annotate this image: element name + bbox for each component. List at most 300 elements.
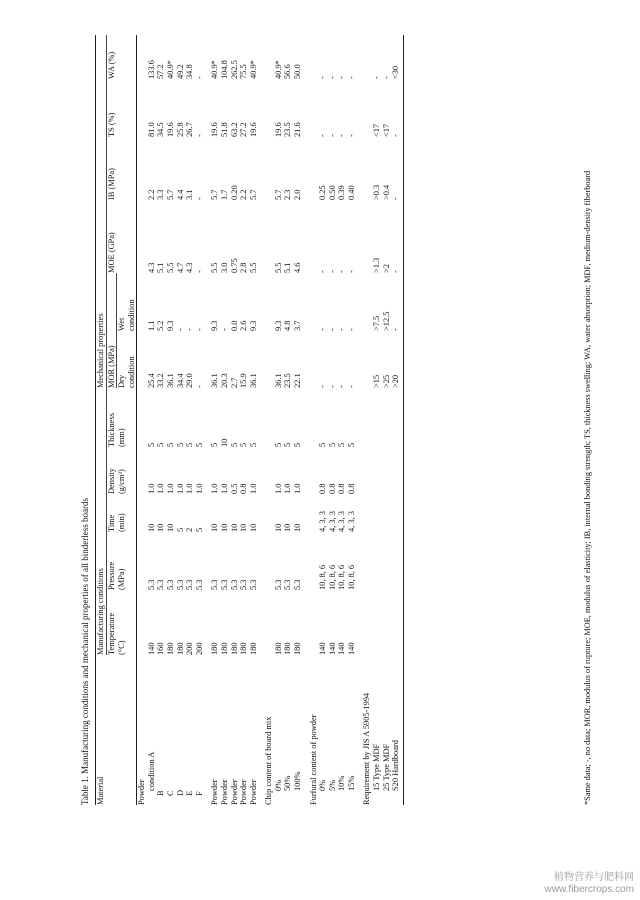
cell-ib: 2.0 bbox=[292, 189, 302, 200]
cell-wa: 262.5 bbox=[229, 60, 239, 79]
header-thickness: Thickness bbox=[106, 413, 116, 447]
cell-press: 5.3 bbox=[292, 579, 302, 590]
table-row bbox=[210, 35, 220, 805]
cell-time: 4, 3, 3 bbox=[318, 511, 328, 532]
material-cell: 5% bbox=[327, 779, 337, 791]
table-row bbox=[230, 35, 240, 805]
cell-ib: 0.20 bbox=[229, 185, 239, 200]
cell-dry: 15.9 bbox=[239, 373, 249, 388]
cell-dry: 36.1 bbox=[273, 373, 283, 388]
cell-ib: 0.25 bbox=[318, 185, 328, 200]
cell-temp: 180 bbox=[166, 642, 176, 655]
cell-ts: 19.6 bbox=[273, 122, 283, 137]
material-cell: Powder bbox=[239, 779, 249, 805]
cell-thick: 5 bbox=[175, 442, 185, 447]
cell-thick bbox=[382, 388, 392, 447]
cell-wet: 9.3 bbox=[166, 320, 176, 331]
cell-temp: 180 bbox=[248, 642, 258, 655]
cell-dry: - bbox=[194, 385, 204, 388]
cell-dens: 1.0 bbox=[156, 483, 166, 494]
cell-press bbox=[391, 532, 401, 590]
cell-press bbox=[382, 532, 392, 590]
cell-dens: 1.0 bbox=[273, 483, 283, 494]
table-body bbox=[137, 35, 403, 805]
cell-temp: 140 bbox=[346, 642, 356, 655]
cell-dry: - bbox=[346, 385, 356, 388]
cell-wa: 104.8 bbox=[219, 60, 229, 79]
cell-thick: 5 bbox=[146, 442, 156, 447]
cell-time: 5 bbox=[175, 527, 185, 532]
cell-dry: 23.5 bbox=[283, 373, 293, 388]
cell-moe: 4.6 bbox=[292, 262, 302, 273]
cell-moe: 5.1 bbox=[283, 262, 293, 273]
header-temperature: Temperature bbox=[106, 612, 116, 655]
cell-dry: 2.7 bbox=[229, 377, 239, 388]
cell-time bbox=[372, 494, 382, 532]
cell-dens: 1.0 bbox=[292, 483, 302, 494]
cell-wa: - bbox=[381, 76, 391, 79]
header-dry-condition: condition bbox=[126, 356, 136, 388]
cell-moe: >1.3 bbox=[372, 257, 382, 273]
cell-wa: 40.9* bbox=[248, 60, 258, 79]
cell-ts: 26.7 bbox=[185, 122, 195, 137]
table-row bbox=[318, 35, 328, 805]
cell-press: 5.3 bbox=[248, 579, 258, 590]
cell-ts: 51.8 bbox=[219, 122, 229, 137]
cell-thick: 5 bbox=[318, 442, 328, 447]
table-row bbox=[156, 35, 166, 805]
cell-dens bbox=[372, 447, 382, 494]
cell-time bbox=[391, 494, 401, 532]
cell-dens: 0.8 bbox=[327, 483, 337, 494]
cell-ib: >0.3 bbox=[372, 184, 382, 200]
cell-ib: 2.2 bbox=[239, 189, 249, 200]
material-cell: condition A bbox=[146, 751, 156, 791]
table-row bbox=[220, 35, 230, 805]
cell-wet: - bbox=[185, 328, 195, 331]
cell-wa: 49.2 bbox=[175, 64, 185, 79]
material-cell: E bbox=[185, 790, 195, 796]
cell-moe: 0.75 bbox=[229, 258, 239, 273]
cell-moe: - bbox=[346, 270, 356, 273]
cell-time: 10 bbox=[248, 523, 258, 532]
cell-press: 10, 8, 6 bbox=[346, 564, 356, 590]
header-wa: WA (%) bbox=[106, 51, 116, 79]
material-cell: 25 Type MDF bbox=[381, 743, 391, 791]
cell-thick: 5 bbox=[346, 442, 356, 447]
cell-press: 5.3 bbox=[219, 579, 229, 590]
cell-wet: - bbox=[219, 328, 229, 331]
header-thickness-unit: (mm) bbox=[117, 388, 137, 447]
cell-dens bbox=[391, 447, 401, 494]
properties-table bbox=[95, 35, 404, 805]
cell-wet: - bbox=[346, 328, 356, 331]
cell-time: 4, 3, 3 bbox=[346, 511, 356, 532]
cell-ib: 2.2 bbox=[146, 189, 156, 200]
cell-dens: 1.0 bbox=[175, 483, 185, 494]
cell-ib: 3.3 bbox=[156, 189, 166, 200]
cell-wa: 133.6 bbox=[146, 60, 156, 79]
cell-wet: - bbox=[327, 328, 337, 331]
table-row bbox=[185, 35, 195, 805]
material-cell: 100% bbox=[292, 771, 302, 791]
cell-press: 5.3 bbox=[146, 579, 156, 590]
header-moe: MOE (GPa) bbox=[106, 232, 116, 273]
cell-dry: 22.1 bbox=[292, 373, 302, 388]
cell-ts: 23.5 bbox=[283, 122, 293, 137]
cell-dry: 33.2 bbox=[156, 373, 166, 388]
cell-dry: 34.4 bbox=[175, 373, 185, 388]
cell-press: 5.3 bbox=[239, 579, 249, 590]
section-header-row bbox=[362, 35, 372, 805]
cell-ib: 5.7 bbox=[166, 189, 176, 200]
header-density-unit: (g/cm³) bbox=[117, 447, 137, 494]
header-mechanical: Mechanical properties bbox=[96, 35, 107, 388]
material-cell: Powder bbox=[248, 779, 258, 805]
cell-ib: 0.50 bbox=[327, 185, 337, 200]
cell-dens bbox=[382, 447, 392, 494]
cell-ib: 5.7 bbox=[248, 189, 258, 200]
cell-time: 10 bbox=[219, 523, 229, 532]
section-label: Requirement by JIS A 5905-1994 bbox=[362, 692, 372, 805]
table-row bbox=[382, 35, 392, 805]
cell-ib: 5.7 bbox=[210, 189, 220, 200]
cell-dry: - bbox=[318, 385, 328, 388]
cell-time: 2 bbox=[185, 527, 195, 532]
cell-dry: 36.1 bbox=[248, 373, 258, 388]
cell-dens: 1.0 bbox=[283, 483, 293, 494]
header-manufacturing: Manufacturing conditions bbox=[96, 388, 107, 655]
header-mor: MOR (MPa) bbox=[106, 273, 117, 388]
table-row bbox=[328, 35, 338, 805]
cell-dens: 0.8 bbox=[346, 483, 356, 494]
table-row bbox=[147, 35, 157, 805]
cell-press bbox=[372, 532, 382, 590]
cell-ts: - bbox=[318, 134, 328, 137]
material-cell: 15 Type MDF bbox=[372, 743, 382, 791]
cell-press: 10, 8, 6 bbox=[327, 564, 337, 590]
cell-ts: - bbox=[337, 134, 347, 137]
cell-thick: 5 bbox=[229, 442, 239, 447]
cell-dens: 1.0 bbox=[248, 483, 258, 494]
cell-wa: 50.0 bbox=[292, 64, 302, 79]
cell-ib: 3.1 bbox=[185, 189, 195, 200]
cell-wet: 9.3 bbox=[210, 320, 220, 331]
header-temperature-unit: (°C) bbox=[117, 590, 137, 655]
header-ib: IB (MPa) bbox=[106, 168, 116, 200]
section-label: Furfural content of powder bbox=[308, 714, 318, 805]
cell-time: 10 bbox=[210, 523, 220, 532]
cell-dry: 29.0 bbox=[185, 373, 195, 388]
material-cell: C bbox=[166, 790, 176, 796]
table-row bbox=[239, 35, 249, 805]
cell-wet: - bbox=[175, 328, 185, 331]
cell-press: 10, 8, 6 bbox=[318, 564, 328, 590]
cell-moe: - bbox=[194, 270, 204, 273]
cell-ts: 63.2 bbox=[229, 122, 239, 137]
material-cell: D bbox=[175, 789, 185, 796]
cell-thick bbox=[372, 388, 382, 447]
cell-thick: 5 bbox=[273, 442, 283, 447]
table-footnote: *Same data; -, no data; MOR, modulus of rupture; MOE, modulus of elasticity; IB, internal bonding strength; TS, thickness swelling; WA, water absorption; MDF, medium-density fiberboard bbox=[583, 170, 592, 805]
cell-temp: 140 bbox=[318, 642, 328, 655]
cell-temp: 200 bbox=[185, 642, 195, 655]
cell-ib: 4.4 bbox=[175, 189, 185, 200]
cell-dry: >25 bbox=[381, 374, 391, 388]
cell-time: 4, 3, 3 bbox=[327, 511, 337, 532]
cell-wet: 1.1 bbox=[146, 320, 156, 331]
cell-thick: 5 bbox=[210, 442, 220, 447]
cell-ib: 0.39 bbox=[337, 185, 347, 200]
cell-dry: >15 bbox=[372, 374, 382, 388]
cell-ts: 25.8 bbox=[175, 122, 185, 137]
section-header-row bbox=[264, 35, 274, 805]
material-cell: 10% bbox=[337, 775, 347, 791]
material-cell: 0% bbox=[273, 779, 283, 791]
cell-wet: - bbox=[391, 328, 401, 331]
cell-press: 10, 8, 6 bbox=[337, 564, 347, 590]
cell-dens: 0.5 bbox=[229, 483, 239, 494]
cell-moe: 4.7 bbox=[175, 262, 185, 273]
watermark bbox=[545, 872, 634, 896]
material-cell: 15% bbox=[346, 775, 356, 791]
cell-temp: 180 bbox=[292, 642, 302, 655]
cell-press: 5.3 bbox=[185, 579, 195, 590]
cell-dens: 1.0 bbox=[166, 483, 176, 494]
cell-moe: - bbox=[327, 270, 337, 273]
cell-thick: 5 bbox=[292, 442, 302, 447]
cell-wet: 9.3 bbox=[248, 320, 258, 331]
cell-temp: 200 bbox=[194, 642, 204, 655]
table-row bbox=[274, 35, 284, 805]
cell-moe: 4.3 bbox=[146, 262, 156, 273]
cell-thick: 5 bbox=[239, 442, 249, 447]
material-cell: S20 Hardboard bbox=[391, 740, 401, 791]
cell-temp bbox=[382, 590, 392, 655]
cell-time: 10 bbox=[166, 523, 176, 532]
cell-time: 10 bbox=[229, 523, 239, 532]
cell-moe: 5.5 bbox=[273, 262, 283, 273]
header-wet: Wet bbox=[117, 317, 127, 331]
section-label: Chip content of board mix bbox=[264, 716, 274, 805]
cell-moe: 2.8 bbox=[239, 262, 249, 273]
cell-temp: 180 bbox=[219, 642, 229, 655]
cell-ts: 34.5 bbox=[156, 122, 166, 137]
cell-press: 5.3 bbox=[283, 579, 293, 590]
cell-wet: >12.5 bbox=[381, 311, 391, 331]
cell-temp: 180 bbox=[239, 642, 249, 655]
cell-ts: 21.6 bbox=[292, 122, 302, 137]
material-cell: Powder bbox=[210, 779, 220, 805]
cell-ts: 19.6 bbox=[210, 122, 220, 137]
cell-ts: - bbox=[391, 134, 401, 137]
cell-press: 5.3 bbox=[175, 579, 185, 590]
table-row bbox=[391, 35, 401, 805]
cell-wa: <30 bbox=[391, 65, 401, 79]
cell-ts: <17 bbox=[372, 123, 382, 137]
cell-temp: 180 bbox=[175, 642, 185, 655]
material-cell: 0% bbox=[318, 779, 328, 791]
cell-wet: - bbox=[194, 328, 204, 331]
cell-dens: 1.0 bbox=[146, 483, 156, 494]
cell-ts: 27.2 bbox=[239, 122, 249, 137]
cell-dens: 1.0 bbox=[185, 483, 195, 494]
cell-temp: 160 bbox=[156, 642, 166, 655]
cell-time: 10 bbox=[239, 523, 249, 532]
cell-dens: 1.0 bbox=[210, 483, 220, 494]
table-row bbox=[283, 35, 293, 805]
cell-wet: 0.0 bbox=[229, 320, 239, 331]
cell-wa: - bbox=[372, 76, 382, 79]
cell-ts: - bbox=[327, 134, 337, 137]
cell-ib: >0.4 bbox=[381, 184, 391, 200]
cell-thick: 5 bbox=[185, 442, 195, 447]
cell-time: 10 bbox=[283, 523, 293, 532]
header-dry: Dry bbox=[117, 374, 127, 388]
cell-moe: 5.5 bbox=[248, 262, 258, 273]
material-cell: B bbox=[156, 790, 166, 796]
table-row bbox=[293, 35, 303, 805]
cell-thick: 5 bbox=[283, 442, 293, 447]
cell-wet: 5.2 bbox=[156, 320, 166, 331]
cell-time: 4, 3, 3 bbox=[337, 511, 347, 532]
cell-thick bbox=[391, 388, 401, 447]
cell-ib: 5.7 bbox=[273, 189, 283, 200]
cell-time: 10 bbox=[292, 523, 302, 532]
watermark-text: 植物营养与肥料网 www.fibercrops.com bbox=[544, 872, 634, 895]
cell-dry: 36.1 bbox=[166, 373, 176, 388]
cell-wa: - bbox=[337, 76, 347, 79]
cell-moe: 3.0 bbox=[219, 262, 229, 273]
cell-dens: 0.8 bbox=[239, 483, 249, 494]
cell-moe: 5.1 bbox=[156, 262, 166, 273]
table-row bbox=[195, 35, 205, 805]
material-cell: Powder bbox=[229, 779, 239, 805]
cell-dry: 36.1 bbox=[210, 373, 220, 388]
cell-dry: - bbox=[327, 385, 337, 388]
cell-wa: 34.8 bbox=[185, 64, 195, 79]
cell-wet: >7.5 bbox=[372, 315, 382, 331]
cell-thick: 5 bbox=[248, 442, 258, 447]
cell-dry: 20.3 bbox=[219, 373, 229, 388]
header-time-unit: (min) bbox=[117, 494, 137, 532]
cell-dry: - bbox=[337, 385, 347, 388]
cell-ib: 1.7 bbox=[219, 189, 229, 200]
cell-thick: 5 bbox=[337, 442, 347, 447]
cell-wet: 9.3 bbox=[273, 320, 283, 331]
cell-temp: 140 bbox=[337, 642, 347, 655]
cell-ts: <17 bbox=[381, 123, 391, 137]
cell-moe: 5.5 bbox=[210, 262, 220, 273]
cell-thick: 10 bbox=[219, 438, 229, 447]
table-row bbox=[166, 35, 176, 805]
cell-press: 5.3 bbox=[210, 579, 220, 590]
header-ts: TS (%) bbox=[106, 112, 116, 137]
cell-wa: 75.5 bbox=[239, 64, 249, 79]
cell-thick: 5 bbox=[166, 442, 176, 447]
cell-wa: 40.9* bbox=[210, 60, 220, 79]
cell-press: 5.3 bbox=[273, 579, 283, 590]
cell-ib: - bbox=[194, 197, 204, 200]
cell-dens: 0.8 bbox=[318, 483, 328, 494]
cell-wet: - bbox=[318, 328, 328, 331]
cell-ts: - bbox=[346, 134, 356, 137]
cell-ib: - bbox=[391, 197, 401, 200]
cell-temp: 180 bbox=[210, 642, 220, 655]
material-cell: F bbox=[194, 791, 204, 796]
material-cell: Powder bbox=[219, 779, 229, 805]
cell-wa: 57.2 bbox=[156, 64, 166, 79]
cell-ts: 19.6 bbox=[166, 122, 176, 137]
cell-ts: - bbox=[194, 134, 204, 137]
header-material: Material bbox=[96, 655, 107, 805]
section-header-row bbox=[309, 35, 319, 805]
cell-time bbox=[382, 494, 392, 532]
cell-press: 5.3 bbox=[156, 579, 166, 590]
cell-ts: 19.6 bbox=[248, 122, 258, 137]
cell-wet: - bbox=[337, 328, 347, 331]
cell-moe: - bbox=[318, 270, 328, 273]
cell-wa: - bbox=[346, 76, 356, 79]
cell-press: 5.3 bbox=[166, 579, 176, 590]
header-pressure-unit: (MPa) bbox=[117, 532, 137, 590]
cell-ib: 0.40 bbox=[346, 185, 356, 200]
cell-time: 10 bbox=[273, 523, 283, 532]
cell-ts: 81.0 bbox=[146, 122, 156, 137]
cell-temp bbox=[372, 590, 382, 655]
cell-thick: 5 bbox=[327, 442, 337, 447]
section-label: Powder bbox=[137, 779, 147, 805]
cell-dens: 1.0 bbox=[194, 483, 204, 494]
cell-wa: - bbox=[318, 76, 328, 79]
cell-dens: 1.0 bbox=[219, 483, 229, 494]
cell-time: 5 bbox=[194, 527, 204, 532]
cell-wet: 4.8 bbox=[283, 320, 293, 331]
cell-temp: 180 bbox=[283, 642, 293, 655]
header-pressure: Pressure bbox=[106, 561, 116, 590]
table-row bbox=[347, 35, 357, 805]
table-row bbox=[372, 35, 382, 805]
cell-temp: 140 bbox=[327, 642, 337, 655]
cell-ib: 2.3 bbox=[283, 189, 293, 200]
cell-time: 10 bbox=[156, 523, 166, 532]
table-row bbox=[337, 35, 347, 805]
cell-wa: 40.9* bbox=[166, 60, 176, 79]
cell-dry: >20 bbox=[391, 374, 401, 388]
cell-wet: 2.6 bbox=[239, 320, 249, 331]
cell-temp: 180 bbox=[273, 642, 283, 655]
cell-wa: - bbox=[194, 76, 204, 79]
table-row bbox=[249, 35, 259, 805]
cell-moe: - bbox=[391, 270, 401, 273]
cell-press: 5.3 bbox=[229, 579, 239, 590]
cell-moe: 4.3 bbox=[185, 262, 195, 273]
table-title: Table 1. Manufacturing conditions and mechanical properties of all binderless boards bbox=[80, 497, 90, 805]
cell-dens: 0.8 bbox=[337, 483, 347, 494]
cell-wa: 56.6 bbox=[283, 64, 293, 79]
table-row bbox=[176, 35, 186, 805]
cell-wet: 3.7 bbox=[292, 320, 302, 331]
cell-press: 5.3 bbox=[194, 579, 204, 590]
cell-dry: 25.4 bbox=[146, 373, 156, 388]
header-wet-condition: condition bbox=[126, 299, 136, 331]
material-cell: 50% bbox=[283, 775, 293, 791]
cell-temp: 140 bbox=[146, 642, 156, 655]
cell-moe: 5.5 bbox=[166, 262, 176, 273]
cell-moe: >2 bbox=[381, 264, 391, 273]
section-header-row bbox=[137, 35, 147, 805]
header-density: Density bbox=[106, 467, 116, 494]
